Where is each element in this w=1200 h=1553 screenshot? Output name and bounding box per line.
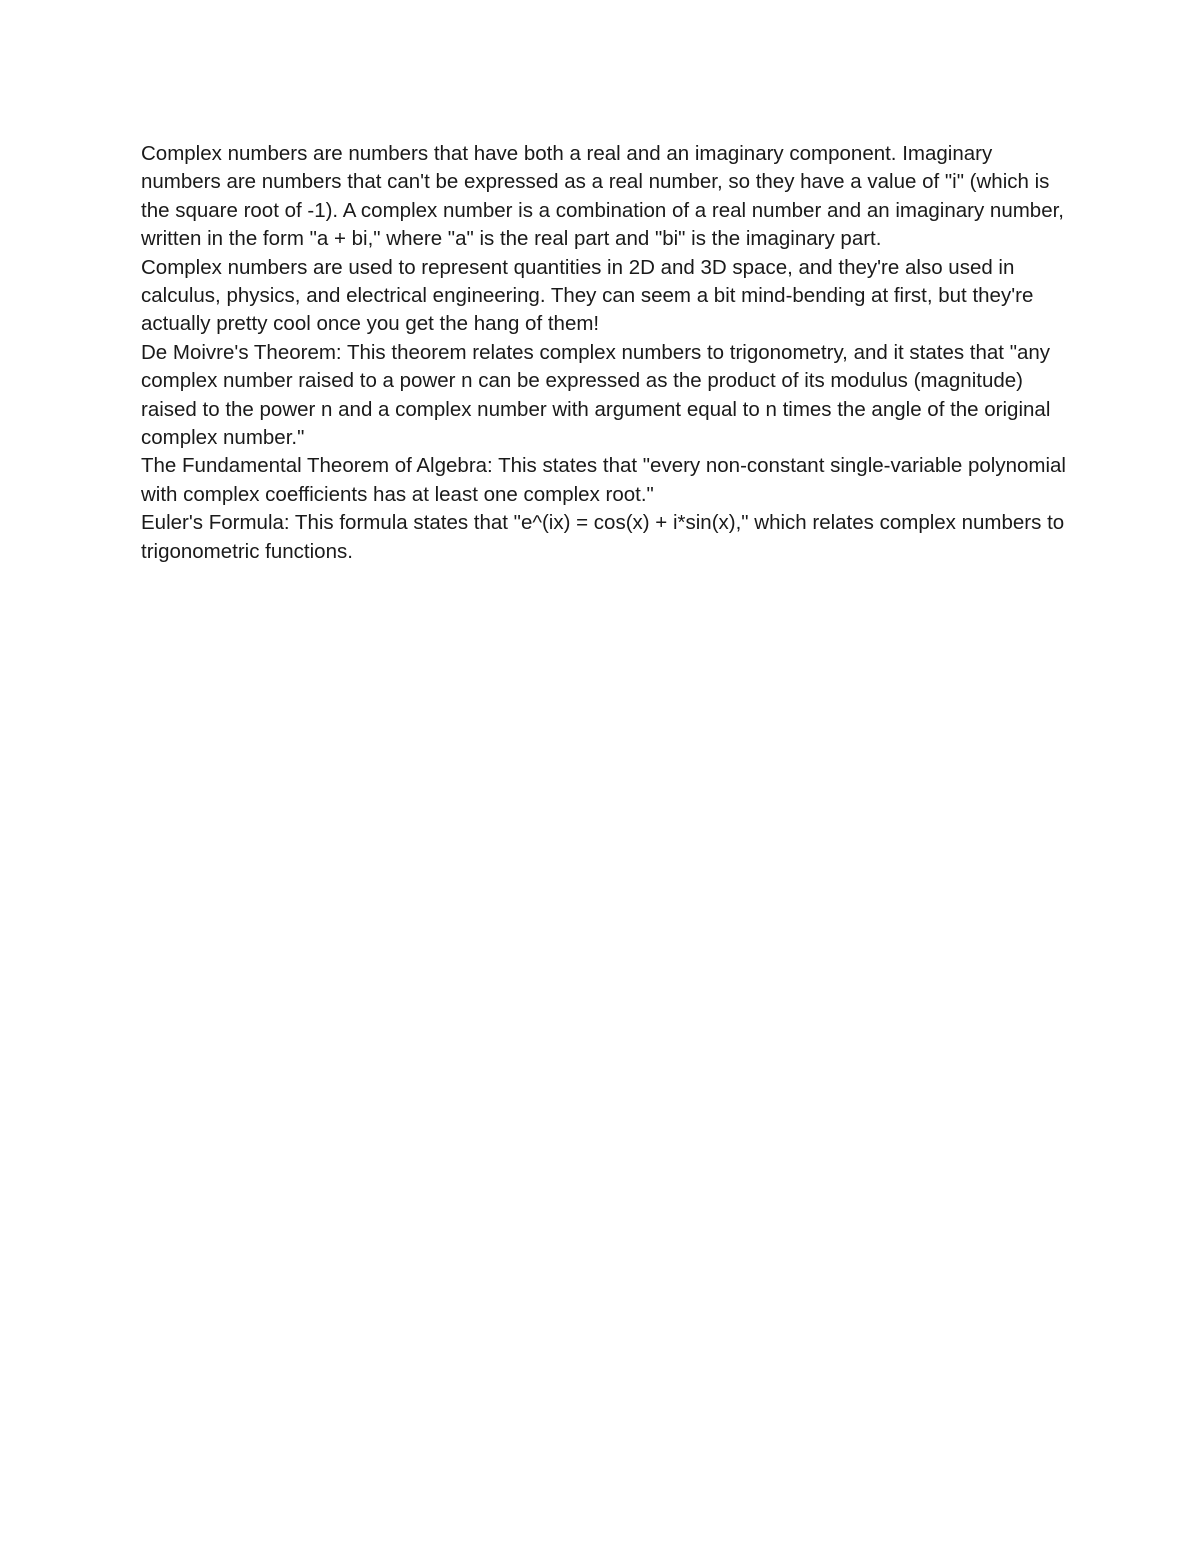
paragraph-de-moivres-theorem: De Moivre's Theorem: This theorem relates complex numbers to trigonometry, and it states that "any complex number raised to a power n can be expressed as the product of its modulus (magnitude) raised to the power n and a complex number with argument equal to n times the angle of the original complex number." xyxy=(141,340,1051,450)
paragraph-eulers-formula: Euler's Formula: This formula states that "e^(ix) = cos(x) + i*sin(x)," which relates complex numbers to trigonometric functions. xyxy=(141,511,1065,563)
document-body xyxy=(141,140,1066,566)
paragraph-fundamental-theorem-of-algebra: The Fundamental Theorem of Algebra: This states that "every non-constant single-variable polynomial with complex coefficients has at least one complex root." xyxy=(141,454,1066,506)
paragraph-complex-numbers-definition: Complex numbers are numbers that have both a real and an imaginary component. Imaginary numbers are numbers that can't be expressed as a real number, so they have a value of "i" (which is the square root of -1). A complex number is a combination of a real number and an imaginary number, written in the form "a + bi," where "a" is the real part and "bi" is the imaginary part. xyxy=(141,142,1065,251)
paragraph-complex-numbers-uses: Complex numbers are used to represent quantities in 2D and 3D space, and they're also used in calculus, physics, and electrical engineering. They can seem a bit mind-bending at first, but they're actually pretty cool once you get the hang of them! xyxy=(141,255,1034,336)
